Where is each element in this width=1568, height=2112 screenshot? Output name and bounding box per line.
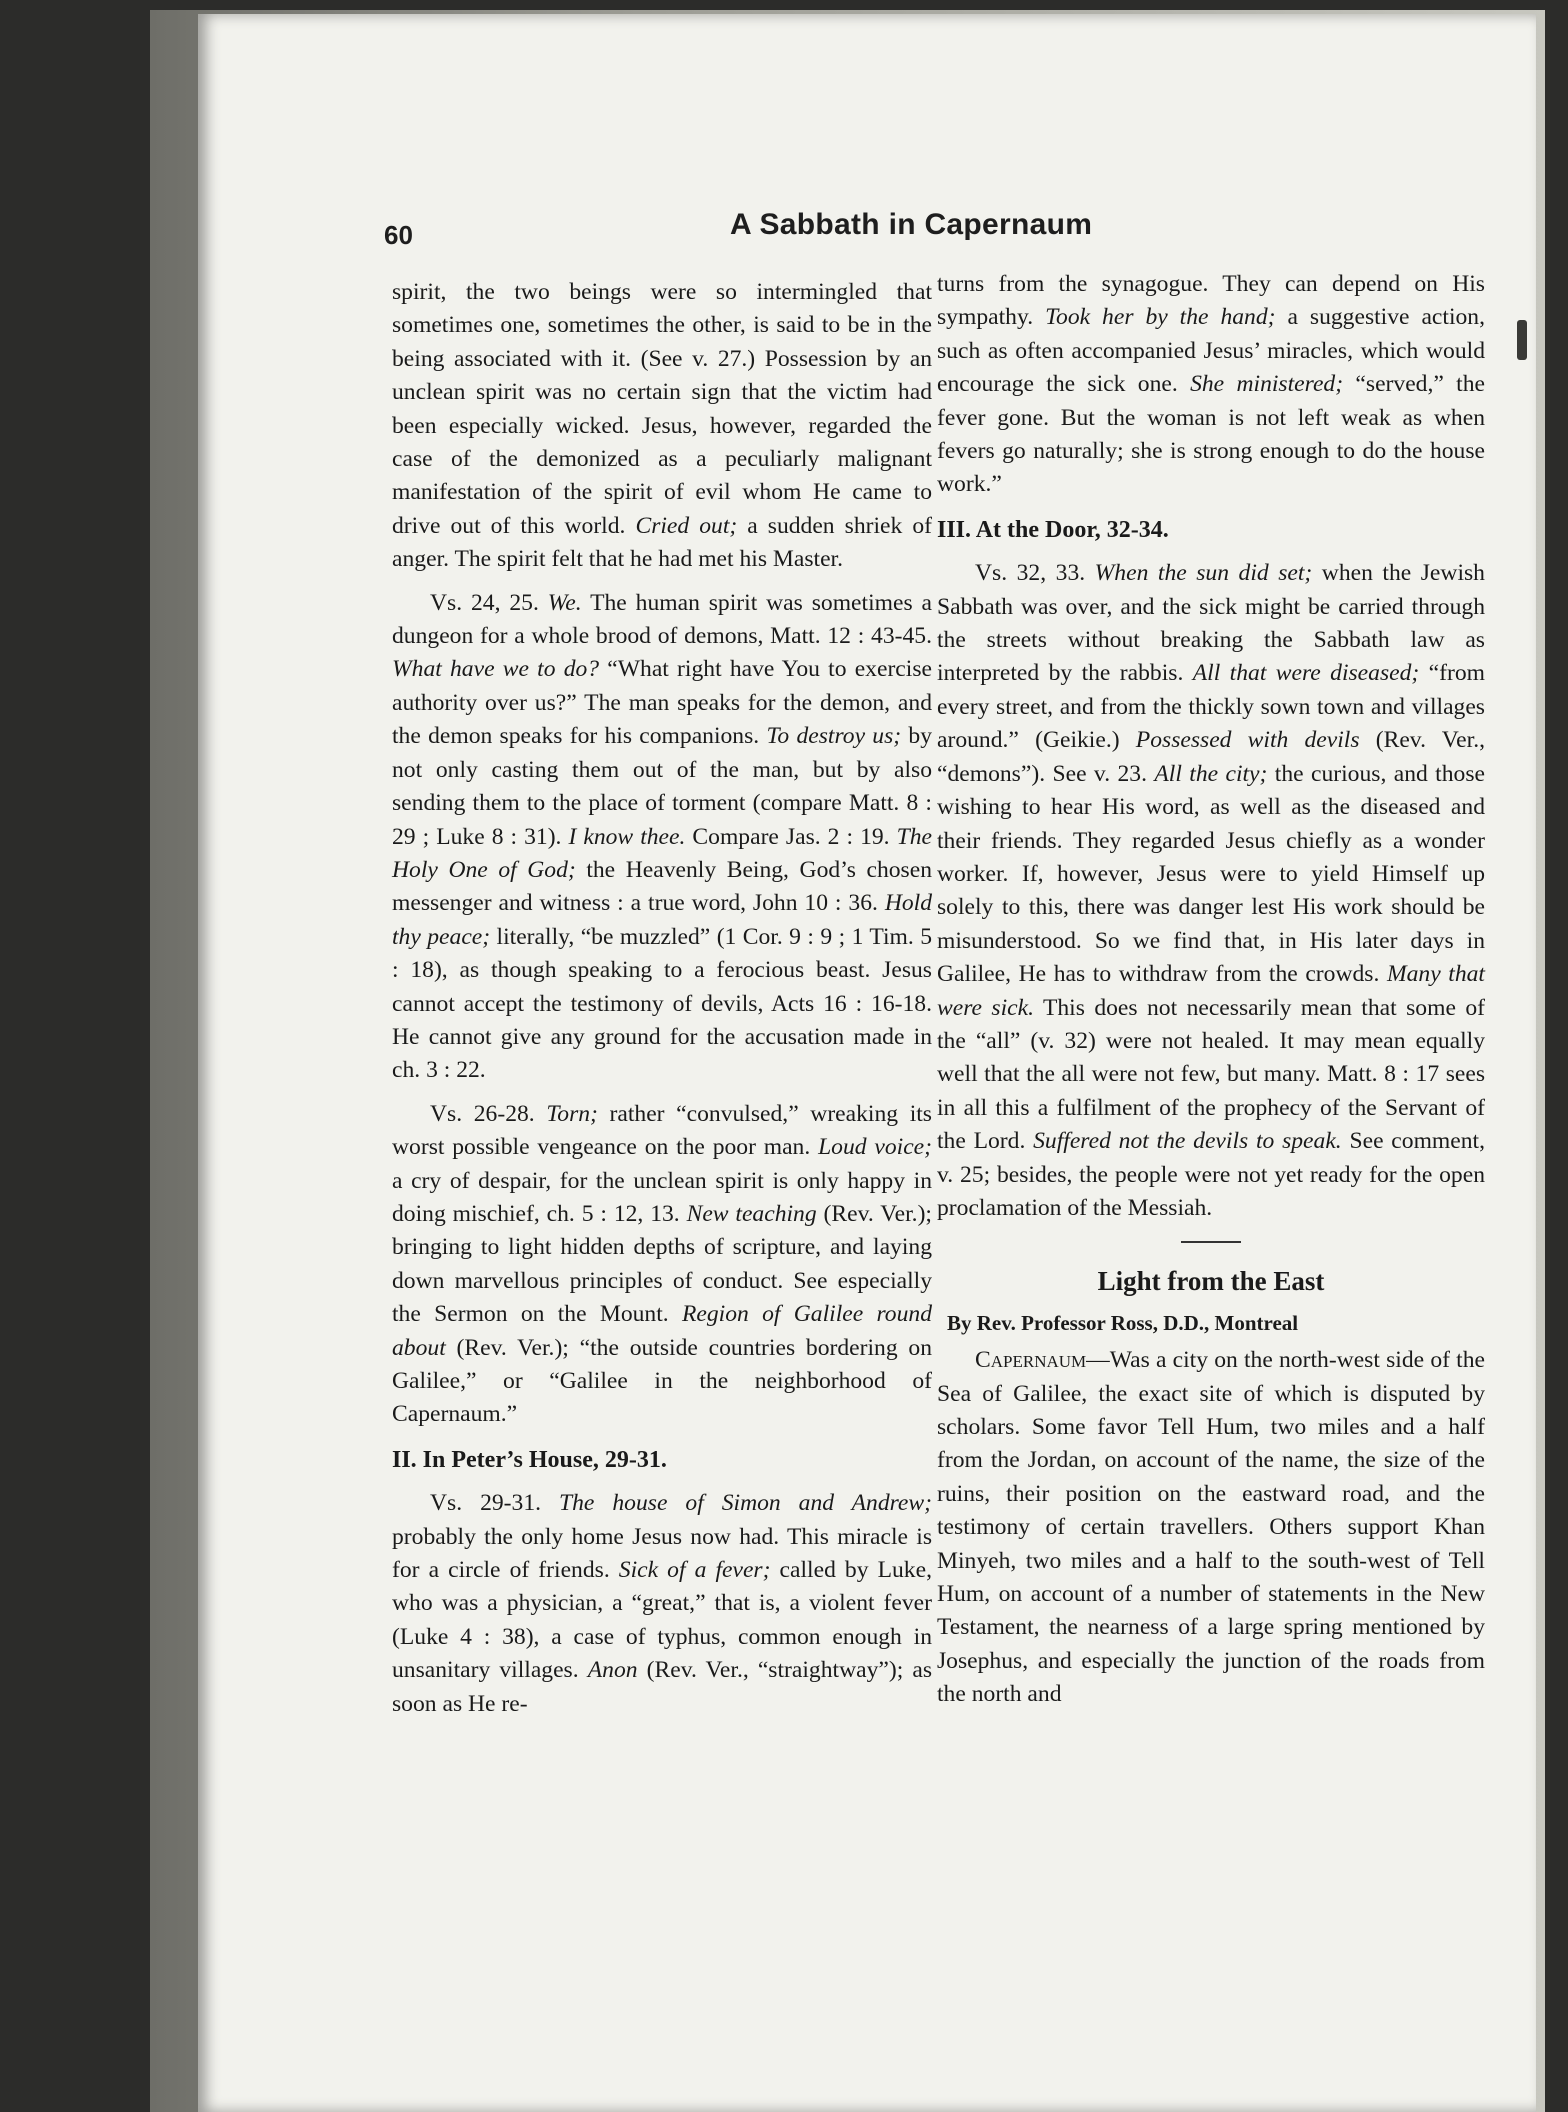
italic-phrase: Region of Galilee round about [392, 1301, 932, 1361]
italic-phrase: When the sun did set; [1094, 560, 1313, 587]
italic-phrase: We. [547, 589, 582, 616]
text: See comment, v. 25; besides, the people were not yet ready for the open proclamation of the Messiah. [937, 1128, 1486, 1221]
text: the Heavenly Being, God’s chosen messenger and witness : a true word, John 10 : 36. [392, 856, 932, 917]
small-caps-term: Capernaum [975, 1347, 1087, 1374]
text: Compare Jas. 2 : 19. [685, 823, 897, 850]
paragraph [392, 276, 932, 577]
text: Vs. 26-28. [430, 1100, 547, 1127]
italic-phrase: New teaching [686, 1200, 817, 1227]
text: a suggestive action, such as often accompanied Jesus’ miracles, which would encourage the sick one. [937, 304, 1486, 398]
section-heading: II. In Peter’s House, 29-31. [392, 1446, 667, 1473]
text: (Rev. Ver.); “the outside countries bordering on Galilee,” or “Galilee in the neighborhood of Capernaum.” [392, 1334, 932, 1428]
italic-phrase: Possessed with devils [1135, 727, 1360, 754]
text: Vs. 32, 33. [975, 560, 1095, 587]
text: (Rev. Ver.); bringing to light hidden depths of scripture, and laying down marvellous principles of conduct. See especially the Sermon on the Mount. [392, 1200, 932, 1328]
text: “served,” the fever gone. But the woman is not left weak as when fevers go naturally; she is strong enough to do the house work.” [937, 371, 1485, 498]
text: Vs. 29-31. [430, 1490, 560, 1517]
italic-phrase: She ministered; [1190, 371, 1344, 398]
italic-phrase: Hold thy peace; [392, 890, 932, 950]
text: The human spirit was sometimes a dungeon for a whole brood of demons, Matt. 12 : 43-45. [392, 589, 932, 650]
italic-phrase: What have we to do? [392, 656, 600, 683]
paragraph [392, 1098, 932, 1432]
text: turns from the synagogue. They can depend on His sympathy. [937, 271, 1485, 331]
running-head: A Sabbath in Capernaum [730, 208, 1093, 241]
text: spirit, the two beings were so intermingled that sometimes one, sometimes the other, is said to be in the being associated with it. (See v. 27.) Possession by an unclean spirit was no certain sign that the victim had been especially wicked. Jesus, however, regarded the case of the demonized as a peculiarly malignant manifestation of the spirit of evil whom He came to drive out of this world. [392, 279, 932, 539]
paragraph [937, 268, 1485, 502]
italic-phrase: Cried out; [635, 512, 738, 539]
text: “What right have You to exercise authority over us?” The man speaks for the demon, and the demon speaks for his companions. [392, 656, 932, 750]
italic-phrase: Anon [587, 1657, 638, 1684]
section-heading: III. At the Door, 32-34. [937, 516, 1169, 543]
section-divider [1181, 1241, 1241, 1243]
text: Vs. 24, 25. [430, 589, 548, 616]
text: This does not necessarily mean that some of the “all” (v. 32) were not healed. It may mean equally well that the all were not few, but many. Matt. 8 : 17 sees in all this a fulfilment of the prophecy of the Servant of the Lord. [937, 994, 1485, 1155]
text: —Was a city on the north-west side of the Sea of Galilee, the exact site of which is disputed by scholars. Some favor Tell Hum, two miles and a half from the Jordan, on account of the name, the size of the ruins, their position on the eastward road, and the testimony of certain travellers. Others support Khan Minyeh, two miles and a half to the south-west of Tell Hum, on account of a number of statements in the New Testament, the nearness of a large spring mentioned by Josephus, and especially the junction of the roads from the north and [937, 1347, 1485, 1708]
paragraph [392, 587, 932, 1088]
italic-phrase: All that were diseased; [1192, 660, 1420, 687]
italic-phrase: The Holy One of God; [392, 823, 932, 883]
paragraph [937, 557, 1485, 1225]
text: (Rev. Ver., “straightway”); as soon as He re- [392, 1657, 932, 1717]
text: (Rev. Ver., “demons”). See v. 23. [937, 727, 1485, 787]
text: the curious, and those wishing to hear His word, as well as the diseased and their friends. They regarded Jesus chiefly as a wonder worker. If, however, Jesus were to yield Himself up solely to this, there was danger lest His work should be misunderstood. So we find that, in His later days in Galilee, He has to withdraw from the crowds. [937, 760, 1485, 988]
feature-title: Light from the East [1097, 1266, 1325, 1297]
text: a sudden shriek of anger. The spirit felt that he had met his Master. [392, 512, 932, 573]
text: by not only casting them out of the man, but by also sending them to the place of torment (compare Matt. 8 : 29 ; Luke 8 : 31). [392, 723, 932, 850]
text: rather “convulsed,” wreaking its worst possible vengeance on the poor man. [392, 1100, 932, 1161]
text: literally, “be muzzled” (1 Cor. 9 : 9 ; 1 Tim. 5 : 18), as though speaking to a ferocious beast. Jesus cannot accept the testimony of devils, Acts 16 : 16-18. He cannot give any ground for the accusation made in ch. 3 : 22. [392, 923, 932, 1084]
byline: By Rev. Professor Ross, D.D., Montreal [947, 1310, 1299, 1335]
binding-mark [1517, 320, 1527, 360]
text: “from every street, and from the thickly sown town and villages around.” (Geikie.) [937, 660, 1485, 754]
text: probably the only home Jesus now had. This miracle is for a circle of friends. [392, 1523, 932, 1584]
page-number: 60 [384, 220, 413, 250]
text: a cry of despair, for the unclean spirit is only happy in doing mischief, ch. 5 : 12, 13. [392, 1167, 932, 1227]
italic-phrase: The house of Simon and Andrew; [559, 1490, 933, 1517]
text: called by Luke, who was a physician, a “great,” that is, a violent fever (Luke 4 : 38), a case of typhus, common enough in unsanitary villages. [392, 1557, 932, 1684]
paragraph [937, 1344, 1485, 1711]
italic-phrase: Torn; [546, 1100, 598, 1127]
italic-phrase: To destroy us; [766, 723, 902, 750]
italic-phrase: All the city; [1154, 760, 1268, 787]
italic-phrase: Many that were sick. [937, 961, 1485, 1021]
italic-phrase: Loud voice; [818, 1134, 932, 1161]
paragraph [392, 1487, 932, 1721]
italic-phrase: Took her by the hand; [1045, 304, 1276, 331]
right-column [937, 268, 1485, 1722]
italic-phrase: Sick of a fever; [618, 1557, 771, 1584]
italic-phrase: Suffered not the devils to speak. [1033, 1128, 1342, 1155]
italic-phrase: I know thee. [568, 823, 686, 850]
text: when the Jewish Sabbath was over, and the sick might be carried through the streets without breaking the Sabbath law as interpreted by the rabbis. [937, 560, 1485, 687]
left-column [392, 276, 932, 1731]
